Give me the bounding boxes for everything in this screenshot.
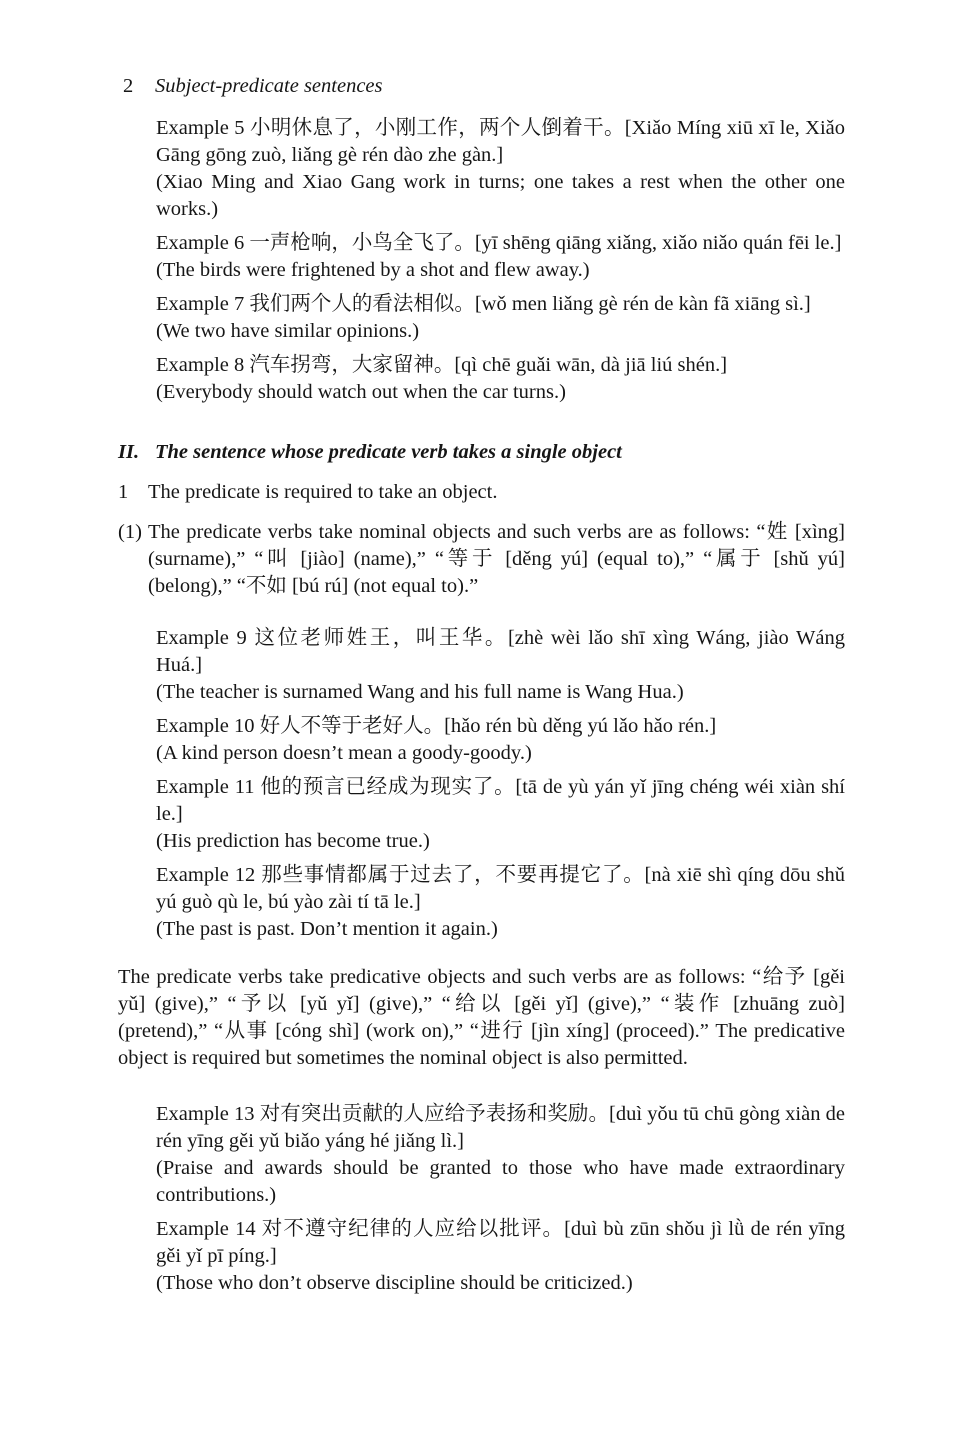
example-main: Example 12 那些事情都属于过去了，不要再提它了。[nà xiē shì qíng dōu shǔ yú guò qù le, bú yào zài tí tā le.] <box>156 864 845 913</box>
example-translation: (Xiao Ming and Xiao Gang work in turns; one takes a rest when the other one works.) <box>156 171 845 220</box>
example-14 <box>156 1216 845 1297</box>
running-header <box>118 73 845 100</box>
section-number: II. <box>118 441 140 463</box>
examples-group-top <box>118 115 845 406</box>
example-main: Example 6 一声枪响，小鸟全飞了。[yī shēng qiāng xiǎng, xiǎo niǎo quán fēi le.] <box>156 232 842 254</box>
list-item-1 <box>118 479 845 506</box>
list-item-text: The predicate is required to take an object. <box>148 481 498 503</box>
section-title: The sentence whose predicate verb takes a single object <box>155 441 622 463</box>
example-10 <box>156 713 845 767</box>
example-main: Example 8 汽车拐弯，大家留神。[qì chē guǎi wān, dà jiā liú shén.] <box>156 354 728 376</box>
list-item-1-1 <box>118 519 845 600</box>
section-heading <box>118 439 845 466</box>
chapter-number: 2 <box>123 75 134 97</box>
example-7 <box>156 291 845 345</box>
example-translation: (The past is past. Don’t mention it again.) <box>156 918 498 940</box>
example-main: Example 5 小明休息了，小刚工作，两个人倒着干。[Xiǎo Míng xiū xī le, Xiǎo Gāng gōng zuò, liǎng gè rén dào zhe gàn.] <box>156 117 845 166</box>
example-translation: (We two have similar opinions.) <box>156 320 420 342</box>
example-translation: (A kind person doesn’t mean a goody-goody.) <box>156 742 532 764</box>
list-item-number: (1) <box>118 521 142 543</box>
example-translation: (Praise and awards should be granted to those who have made extraordinary contributions.) <box>156 1157 845 1206</box>
body-paragraph: The predicate verbs take predicative objects and such verbs are as follows: “给予 [gěi yǔ] (give),” “予以 [yǔ yǐ] (give),” “给以 [gěi yǐ] (give),” “装作 [zhuāng zuò] (pretend),” “从事 [cóng shì] (work on),” “进行 [jìn xíng] (proceed).” The predicative object is required but sometimes the nominal object is also permitted. <box>118 966 845 1069</box>
example-5 <box>156 115 845 223</box>
example-6 <box>156 230 845 284</box>
example-translation: (His prediction has become true.) <box>156 830 430 852</box>
example-translation: (Everybody should watch out when the car turns.) <box>156 381 566 403</box>
example-main: Example 11 他的预言已经成为现实了。[tā de yù yán yǐ jīng chéng wéi xiàn shí le.] <box>156 776 845 825</box>
examples-group-middle <box>118 625 845 943</box>
example-main: Example 14 对不遵守纪律的人应给以批评。[duì bù zūn shǒu jì lǜ de rén yīng gěi yǐ pī píng.] <box>156 1218 845 1267</box>
example-9 <box>156 625 845 706</box>
example-translation: (Those who don’t observe discipline should be criticized.) <box>156 1272 633 1294</box>
example-translation: (The birds were frightened by a shot and flew away.) <box>156 259 590 281</box>
example-12 <box>156 862 845 943</box>
example-main: Example 13 对有突出贡献的人应给予表扬和奖励。[duì yǒu tū chū gòng xiàn de rén yīng gěi yǔ biǎo yáng hé jiǎng lì.] <box>156 1103 845 1152</box>
example-8 <box>156 352 845 406</box>
example-main: Example 7 我们两个人的看法相似。[wǒ men liǎng gè rén de kàn fã xiāng sì.] <box>156 293 811 315</box>
example-translation: (The teacher is surnamed Wang and his full name is Wang Hua.) <box>156 681 684 703</box>
example-main: Example 9 这位老师姓王，叫王华。[zhè wèi lǎo shī xìng Wáng, jiào Wáng Huá.] <box>156 627 845 676</box>
list-item-number: 1 <box>118 481 129 503</box>
example-13 <box>156 1101 845 1209</box>
example-11 <box>156 774 845 855</box>
list-item-text: The predicate verbs take nominal objects and such verbs are as follows: “姓 [xìng] (surname),” “叫 [jiào] (name),” “等于 [děng yú] (equal to),” “属于 [shǔ yú] (belong),” “不如 [bú rú] (not equal to).” <box>148 521 845 597</box>
example-main: Example 10 好人不等于老好人。[hǎo rén bù děng yú lǎo hǎo rén.] <box>156 715 717 737</box>
chapter-title: Subject-predicate sentences <box>155 75 383 97</box>
examples-group-bottom <box>118 1101 845 1297</box>
